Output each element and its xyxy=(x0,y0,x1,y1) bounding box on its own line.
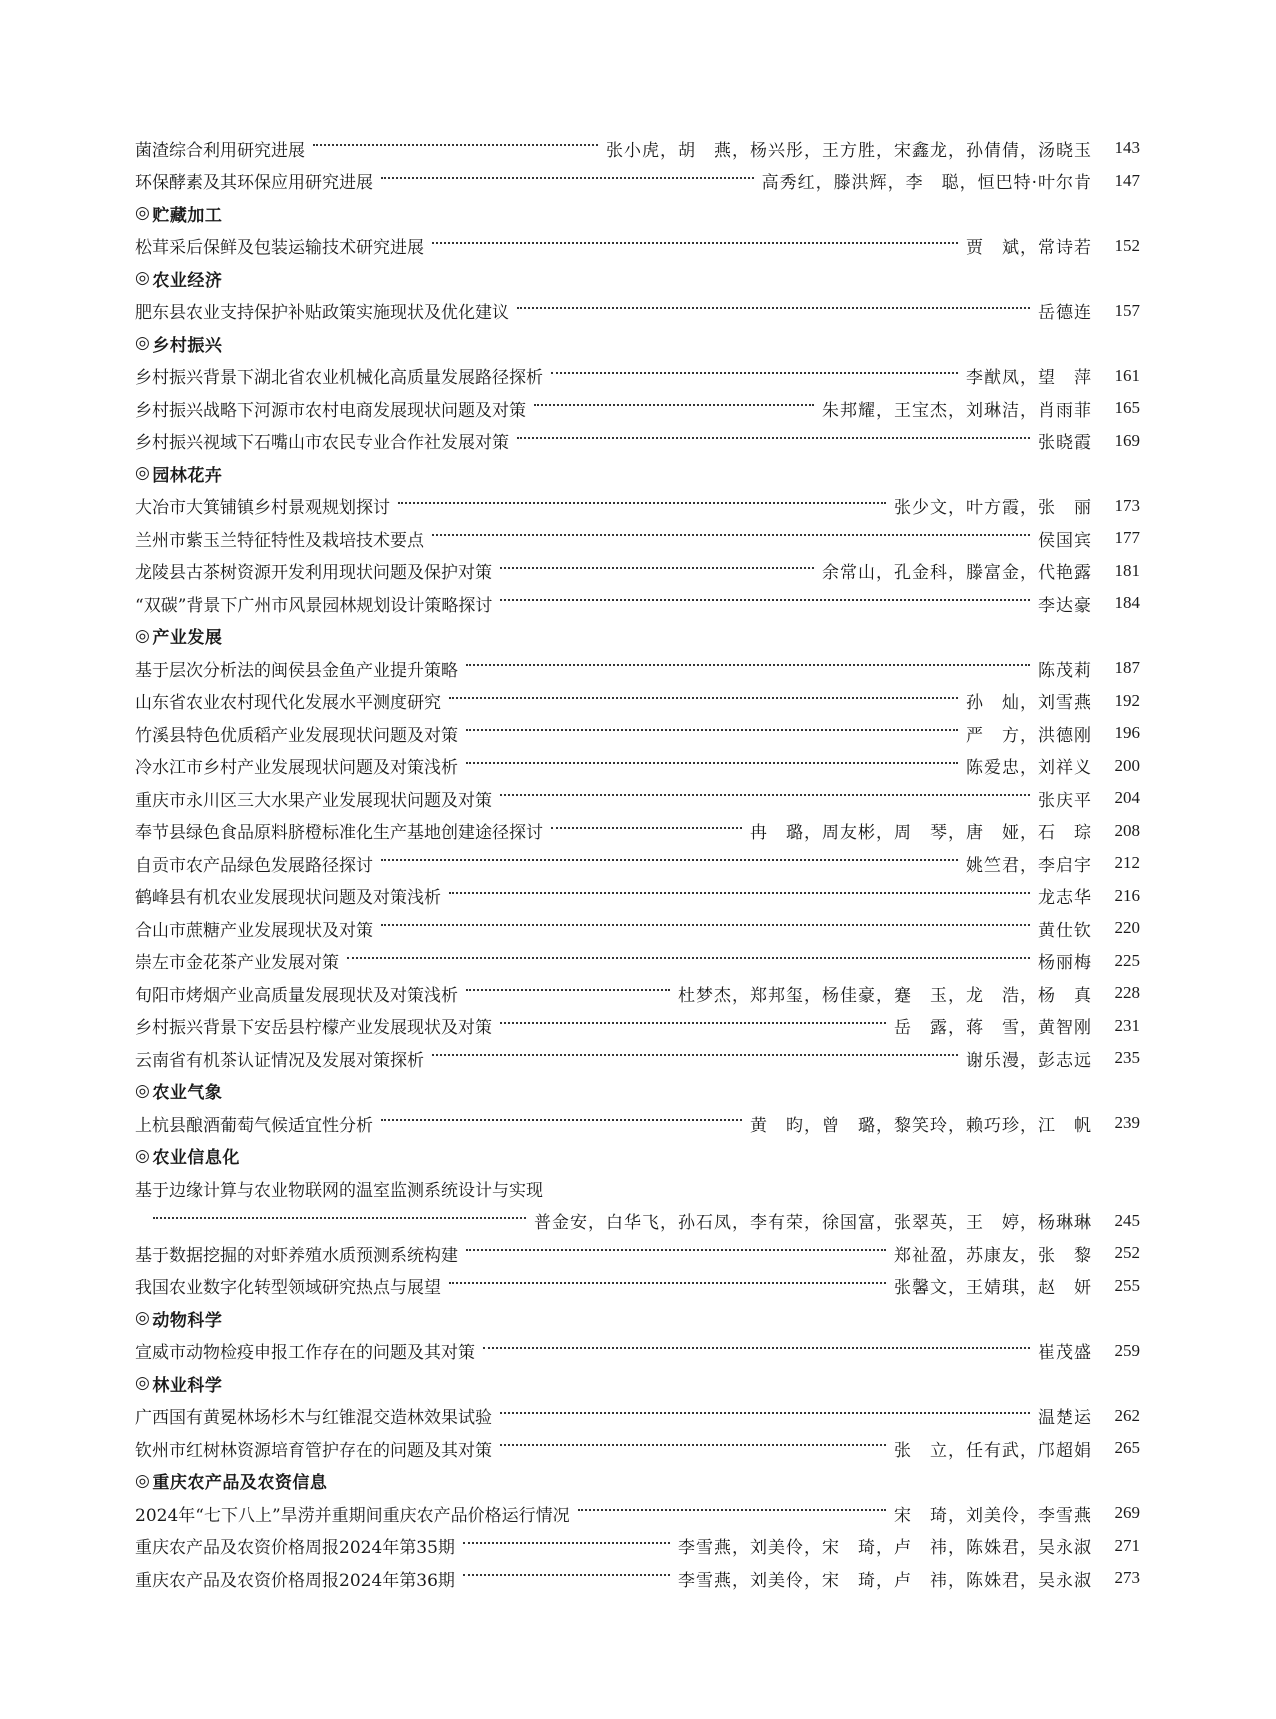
dot-leader xyxy=(153,1217,526,1219)
article-authors: 谢乐漫，彭志远 xyxy=(966,1050,1092,1071)
article-authors: 普金安，白华飞，孙石凤，李有荣，徐国富，张翠英，王 婷，杨琳琳 xyxy=(534,1213,1092,1234)
article-authors: 张少文，叶方霞，张 丽 xyxy=(894,498,1092,519)
page-number: 147 xyxy=(1114,170,1140,190)
article-authors: 黄 昀，曾 璐，黎笑玲，赖巧珍，江 帆 xyxy=(750,1115,1092,1136)
toc-entry[interactable] xyxy=(135,977,1140,1010)
page-number: 208 xyxy=(1114,820,1140,840)
page-number: 192 xyxy=(1114,690,1140,710)
section-marker-icon: ◎ xyxy=(135,463,151,484)
article-title: 自贡市农产品绿色发展路径探讨 xyxy=(135,855,373,876)
table-of-contents xyxy=(135,132,1140,1595)
article-title: 旬阳市烤烟产业高质量发展现状及对策浅析 xyxy=(135,985,458,1006)
article-authors: 张晓霞 xyxy=(1038,433,1092,454)
article-authors: 宋 琦，刘美伶，李雪燕 xyxy=(894,1505,1092,1526)
dot-leader xyxy=(578,1509,886,1511)
article-authors: 陈爱忠，刘祥义 xyxy=(966,758,1092,779)
article-authors: 高秀红，滕洪辉，李 聪，恒巴特·叶尔肯 xyxy=(761,173,1092,194)
toc-entry[interactable] xyxy=(135,685,1140,718)
article-title: 松茸采后保鲜及包装运输技术研究进展 xyxy=(135,238,424,259)
page-number: 165 xyxy=(1114,398,1140,418)
article-authors: 崔茂盛 xyxy=(1038,1343,1092,1364)
page-number: 252 xyxy=(1114,1243,1140,1263)
toc-entry[interactable] xyxy=(135,1400,1140,1433)
toc-entry[interactable] xyxy=(135,522,1140,555)
toc-entry[interactable] xyxy=(135,912,1140,945)
article-authors: 龙志华 xyxy=(1038,888,1092,909)
section-heading xyxy=(135,197,1140,230)
toc-entry[interactable] xyxy=(135,295,1140,328)
toc-entry[interactable] xyxy=(135,1042,1140,1075)
article-authors: 李猷凤，望 萍 xyxy=(966,368,1092,389)
article-authors: 侯国宾 xyxy=(1038,530,1092,551)
dot-leader xyxy=(466,762,958,764)
article-authors: 李雪燕，刘美伶，宋 琦，卢 祎，陈姝君，吴永淑 xyxy=(678,1570,1092,1591)
page-number: 173 xyxy=(1114,495,1140,515)
toc-entry[interactable] xyxy=(135,490,1140,523)
article-authors: 张馨文，王婧琪，赵 妍 xyxy=(894,1278,1092,1299)
dot-leader xyxy=(313,144,598,146)
page-number: 143 xyxy=(1114,138,1140,158)
dot-leader xyxy=(381,924,1030,926)
section-heading xyxy=(135,1140,1140,1173)
dot-leader xyxy=(500,1444,886,1446)
page-number: 271 xyxy=(1114,1535,1140,1555)
section-title: 园林花卉 xyxy=(152,465,223,486)
article-authors: 杨丽梅 xyxy=(1038,953,1092,974)
page-number: 228 xyxy=(1114,983,1140,1003)
page-number: 204 xyxy=(1114,788,1140,808)
article-authors: 张 立，任有武，邝超娟 xyxy=(894,1440,1092,1461)
article-title: 乡村振兴背景下安岳县柠檬产业发展现状及对策 xyxy=(135,1018,492,1039)
page-number: 177 xyxy=(1114,528,1140,548)
article-title: 龙陵县古茶树资源开发利用现状问题及保护对策 xyxy=(135,563,492,584)
dot-leader xyxy=(466,1249,886,1251)
page-number: 212 xyxy=(1114,853,1140,873)
section-title: 林业科学 xyxy=(152,1375,223,1396)
toc-entry[interactable] xyxy=(135,1010,1140,1043)
dot-leader xyxy=(483,1347,1030,1349)
dot-leader xyxy=(500,567,814,569)
section-heading xyxy=(135,262,1140,295)
page-number: 231 xyxy=(1114,1015,1140,1035)
article-title: 兰州市紫玉兰特征特性及栽培技术要点 xyxy=(135,530,424,551)
toc-entry[interactable] xyxy=(135,1497,1140,1530)
toc-entry-continuation[interactable] xyxy=(135,1205,1140,1238)
section-title: 产业发展 xyxy=(152,628,223,649)
article-authors: 张庆平 xyxy=(1038,790,1092,811)
article-authors: 冉 璐，周友彬，周 琴，唐 娅，石 琮 xyxy=(750,823,1092,844)
dot-leader xyxy=(551,372,958,374)
page-number: 220 xyxy=(1114,918,1140,938)
section-marker-icon: ◎ xyxy=(135,268,151,289)
dot-leader xyxy=(432,534,1030,536)
page-number: 259 xyxy=(1114,1340,1140,1360)
article-authors: 严 方，洪德刚 xyxy=(966,725,1092,746)
page-number: 235 xyxy=(1114,1048,1140,1068)
article-title: 大冶市大箕铺镇乡村景观规划探讨 xyxy=(135,498,390,519)
page-number: 225 xyxy=(1114,950,1140,970)
article-title: 奉节县绿色食品原料脐橙标准化生产基地创建途径探讨 xyxy=(135,823,543,844)
dot-leader xyxy=(463,1542,670,1544)
toc-entry[interactable] xyxy=(135,1270,1140,1303)
toc-entry[interactable] xyxy=(135,1432,1140,1465)
dot-leader xyxy=(463,1574,670,1576)
article-authors: 张小虎，胡 燕，杨兴彤，王方胜，宋鑫龙，孙倩倩，汤晓玉 xyxy=(606,140,1092,161)
article-title: 钦州市红树林资源培育管护存在的问题及其对策 xyxy=(135,1440,492,1461)
section-heading xyxy=(135,457,1140,490)
article-title: 菌渣综合利用研究进展 xyxy=(135,140,305,161)
section-marker-icon: ◎ xyxy=(135,1145,151,1166)
section-marker-icon: ◎ xyxy=(135,625,151,646)
article-authors: 孙 灿，刘雪燕 xyxy=(966,693,1092,714)
article-authors: 朱邦耀，王宝杰，刘琳洁，肖雨菲 xyxy=(822,400,1092,421)
section-heading xyxy=(135,1075,1140,1108)
toc-entry[interactable] xyxy=(135,1562,1140,1595)
page-number: 200 xyxy=(1114,755,1140,775)
article-title: 基于层次分析法的闽侯县金鱼产业提升策略 xyxy=(135,660,458,681)
article-authors: 李雪燕，刘美伶，宋 琦，卢 祎，陈姝君，吴永淑 xyxy=(678,1538,1092,1559)
toc-entry[interactable] xyxy=(135,555,1140,588)
page-number: 262 xyxy=(1114,1405,1140,1425)
article-authors: 陈茂莉 xyxy=(1038,660,1092,681)
dot-leader xyxy=(466,989,670,991)
section-heading xyxy=(135,1465,1140,1498)
dot-leader xyxy=(517,437,1030,439)
article-authors: 郑祉盈，苏康友，张 黎 xyxy=(894,1245,1092,1266)
dot-leader xyxy=(449,697,958,699)
section-marker-icon: ◎ xyxy=(135,333,151,354)
page-number: 269 xyxy=(1114,1503,1140,1523)
section-title: 农业气象 xyxy=(152,1083,223,1104)
article-title: 2024年“七下八上”旱涝并重期间重庆农产品价格运行情况 xyxy=(135,1505,570,1526)
article-authors: 李达豪 xyxy=(1038,595,1092,616)
article-title: 我国农业数字化转型领域研究热点与展望 xyxy=(135,1278,441,1299)
article-title: “双碳”背景下广州市风景园林规划设计策略探讨 xyxy=(135,595,493,616)
toc-entry[interactable] xyxy=(135,1335,1140,1368)
dot-leader xyxy=(551,827,742,829)
page-number: 184 xyxy=(1114,593,1140,613)
page-number: 216 xyxy=(1114,885,1140,905)
article-authors: 岳德连 xyxy=(1038,303,1092,324)
section-marker-icon: ◎ xyxy=(135,1080,151,1101)
article-title: 重庆农产品及农资价格周报2024年第35期 xyxy=(135,1538,455,1559)
article-authors: 黄仕钦 xyxy=(1038,920,1092,941)
page-number: 255 xyxy=(1114,1275,1140,1295)
dot-leader xyxy=(500,1412,1030,1414)
dot-leader xyxy=(381,177,754,179)
dot-leader xyxy=(381,1119,742,1121)
article-title: 环保酵素及其环保应用研究进展 xyxy=(135,173,373,194)
toc-entry[interactable] xyxy=(135,425,1140,458)
dot-leader xyxy=(381,859,958,861)
article-title: 基于边缘计算与农业物联网的温室监测系统设计与实现 xyxy=(135,1180,543,1201)
article-title: 冷水江市乡村产业发展现状问题及对策浅析 xyxy=(135,758,458,779)
section-marker-icon: ◎ xyxy=(135,1308,151,1329)
toc-entry-title-line[interactable] xyxy=(135,1172,1140,1205)
article-authors: 岳 露，蒋 雪，黄智刚 xyxy=(894,1018,1092,1039)
toc-entry[interactable] xyxy=(135,230,1140,263)
page-number: 161 xyxy=(1114,365,1140,385)
dot-leader xyxy=(466,664,1030,666)
section-title: 乡村振兴 xyxy=(152,335,223,356)
section-title: 农业信息化 xyxy=(152,1148,240,1169)
dot-leader xyxy=(432,242,958,244)
section-heading xyxy=(135,1302,1140,1335)
section-heading xyxy=(135,1367,1140,1400)
article-authors: 贾 斌，常诗若 xyxy=(966,238,1092,259)
toc-entry[interactable] xyxy=(135,1107,1140,1140)
article-title: 乡村振兴背景下湖北省农业机械化高质量发展路径探析 xyxy=(135,368,543,389)
toc-entry[interactable] xyxy=(135,750,1140,783)
article-title: 重庆市永川区三大水果产业发展现状问题及对策 xyxy=(135,790,492,811)
dot-leader xyxy=(398,502,886,504)
section-marker-icon: ◎ xyxy=(135,1470,151,1491)
page-number: 273 xyxy=(1114,1568,1140,1588)
page-number: 265 xyxy=(1114,1438,1140,1458)
dot-leader xyxy=(500,599,1030,601)
article-authors: 温楚运 xyxy=(1038,1408,1092,1429)
section-heading xyxy=(135,327,1140,360)
toc-entry[interactable] xyxy=(135,652,1140,685)
page-number: 157 xyxy=(1114,300,1140,320)
page-number: 152 xyxy=(1114,235,1140,255)
toc-entry[interactable] xyxy=(135,587,1140,620)
article-authors: 余常山，孔金科，滕富金，代艳露 xyxy=(822,563,1092,584)
article-authors: 杜梦杰，郑邦玺，杨佳豪，蹇 玉，龙 浩，杨 真 xyxy=(678,985,1092,1006)
toc-entry[interactable] xyxy=(135,880,1140,913)
article-title: 宣威市动物检疫申报工作存在的问题及其对策 xyxy=(135,1343,475,1364)
page-number: 169 xyxy=(1114,430,1140,450)
dot-leader xyxy=(517,307,1030,309)
toc-entry[interactable] xyxy=(135,360,1140,393)
article-title: 鹤峰县有机农业发展现状问题及对策浅析 xyxy=(135,888,441,909)
section-marker-icon: ◎ xyxy=(135,203,151,224)
toc-entry[interactable] xyxy=(135,132,1140,165)
page-number: 196 xyxy=(1114,723,1140,743)
toc-entry[interactable] xyxy=(135,1237,1140,1270)
section-marker-icon: ◎ xyxy=(135,1373,151,1394)
dot-leader xyxy=(466,729,958,731)
article-title: 上杭县酿酒葡萄气候适宜性分析 xyxy=(135,1115,373,1136)
section-title: 重庆农产品及农资信息 xyxy=(152,1473,328,1494)
article-title: 重庆农产品及农资价格周报2024年第36期 xyxy=(135,1570,455,1591)
dot-leader xyxy=(432,1054,958,1056)
toc-entry[interactable] xyxy=(135,165,1140,198)
page-number: 187 xyxy=(1114,658,1140,678)
article-title: 合山市蔗糖产业发展现状及对策 xyxy=(135,920,373,941)
toc-entry[interactable] xyxy=(135,1530,1140,1563)
article-authors: 姚竺君，李启宇 xyxy=(966,855,1092,876)
section-title: 农业经济 xyxy=(152,270,223,291)
toc-entry[interactable] xyxy=(135,945,1140,978)
article-title: 山东省农业农村现代化发展水平测度研究 xyxy=(135,693,441,714)
page-number: 181 xyxy=(1114,560,1140,580)
dot-leader xyxy=(449,892,1030,894)
article-title: 崇左市金花茶产业发展对策 xyxy=(135,953,339,974)
page-number: 245 xyxy=(1114,1210,1140,1230)
section-heading xyxy=(135,620,1140,653)
article-title: 广西国有黄冕林场杉木与红锥混交造林效果试验 xyxy=(135,1408,492,1429)
toc-entry[interactable] xyxy=(135,392,1140,425)
article-title: 云南省有机茶认证情况及发展对策探析 xyxy=(135,1050,424,1071)
toc-entry[interactable] xyxy=(135,717,1140,750)
article-title: 基于数据挖掘的对虾养殖水质预测系统构建 xyxy=(135,1245,458,1266)
dot-leader xyxy=(500,794,1030,796)
page-number: 239 xyxy=(1114,1113,1140,1133)
toc-entry[interactable] xyxy=(135,847,1140,880)
dot-leader xyxy=(534,404,814,406)
article-title: 肥东县农业支持保护补贴政策实施现状及优化建议 xyxy=(135,303,509,324)
dot-leader xyxy=(347,957,1030,959)
toc-entry[interactable] xyxy=(135,782,1140,815)
dot-leader xyxy=(500,1022,886,1024)
section-title: 动物科学 xyxy=(152,1310,223,1331)
article-title: 竹溪县特色优质稻产业发展现状问题及对策 xyxy=(135,725,458,746)
article-title: 乡村振兴视域下石嘴山市农民专业合作社发展对策 xyxy=(135,433,509,454)
article-title: 乡村振兴战略下河源市农村电商发展现状问题及对策 xyxy=(135,400,526,421)
toc-entry[interactable] xyxy=(135,815,1140,848)
section-title: 贮藏加工 xyxy=(152,205,223,226)
dot-leader xyxy=(449,1282,886,1284)
